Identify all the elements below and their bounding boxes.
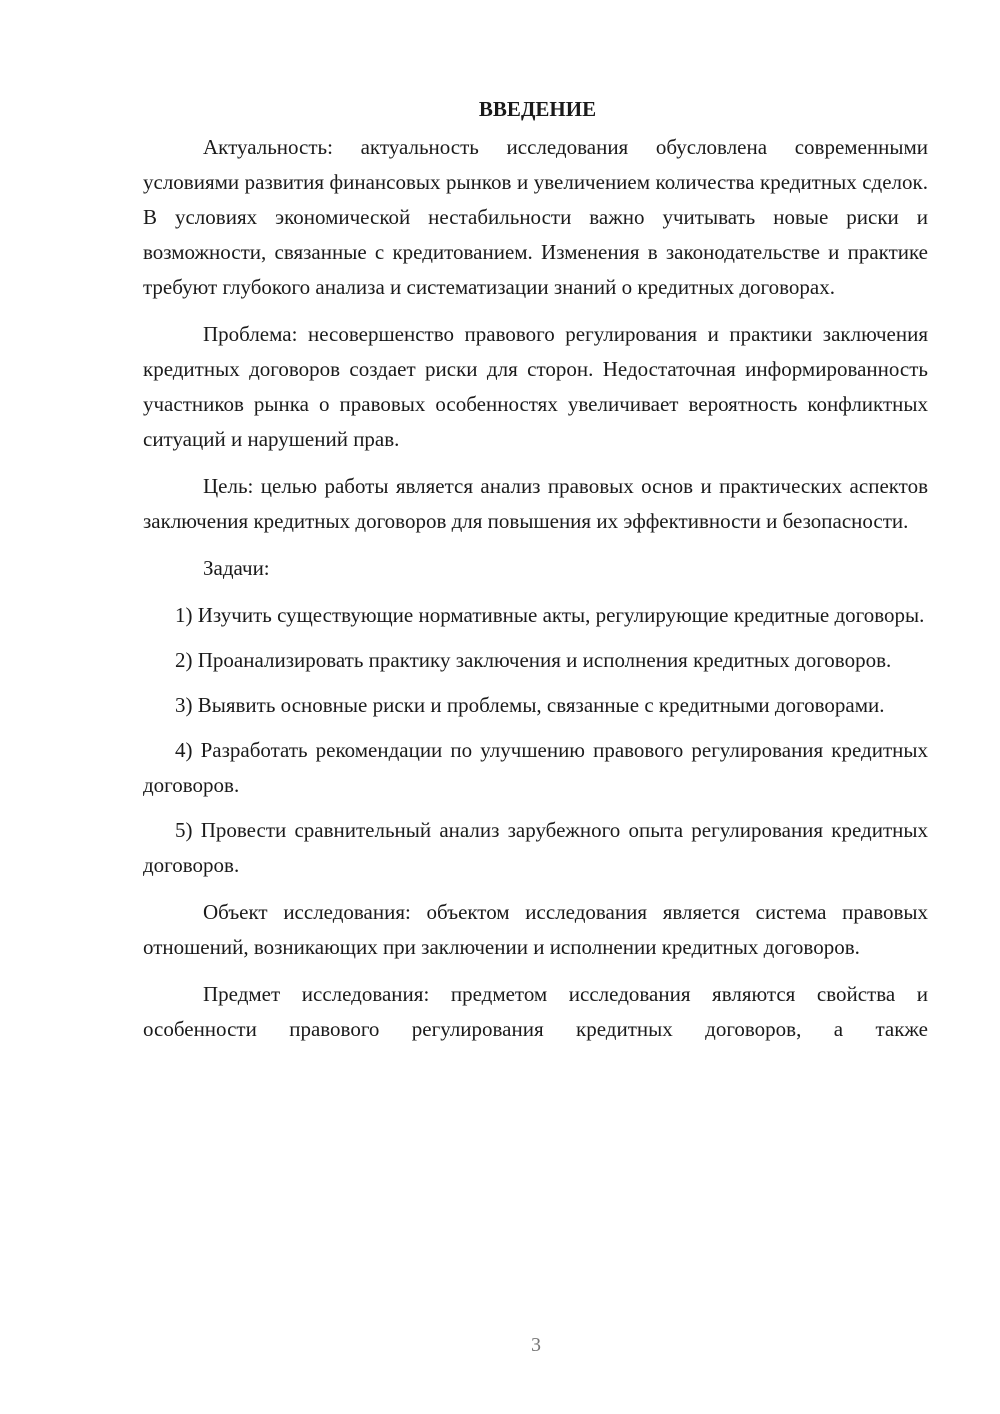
task-item: 2) Проанализировать практику заключения и исполнения кредитных договоров. xyxy=(175,648,892,672)
task-item: 4) Разработать рекомендации по улучшению правового регулирования кредитных договоров. xyxy=(143,738,928,797)
task-item: 3) Выявить основные риски и проблемы, связанные с кредитными договорами. xyxy=(175,693,885,717)
paragraph-object: Объект исследования: объектом исследования является система правовых отношений, возникающих при заключении и исполнении кредитных договоров. xyxy=(143,900,928,959)
paragraph-relevance: Актуальность: актуальность исследования обусловлена современными условиями развития финансовых рынков и увеличением количества кредитных сделок. В условиях экономической нестабильности важно учитывать новые риски и возможности, связанные с кредитованием. Изменения в законодательстве и практике требуют глубокого анализа и систематизации знаний о кредитных договорах. xyxy=(143,135,928,299)
document-page xyxy=(143,92,928,1047)
task-item: 5) Провести сравнительный анализ зарубежного опыта регулирования кредитных договоров. xyxy=(143,818,928,877)
tasks-heading: Задачи: xyxy=(203,556,270,580)
paragraph-goal: Цель: целью работы является анализ правовых основ и практических аспектов заключения кредитных договоров для повышения их эффективности и безопасности. xyxy=(143,474,928,533)
section-title: ВВЕДЕНИЕ xyxy=(478,97,597,121)
paragraph-subject: Предмет исследования: предметом исследования являются свойства и особенности правового регулирования кредитных договоров, а также xyxy=(143,982,928,1041)
task-item: 1) Изучить существующие нормативные акты, регулирующие кредитные договоры. xyxy=(175,603,925,627)
paragraph-problem: Проблема: несовершенство правового регулирования и практики заключения кредитных договоров создает риски для сторон. Недостаточная информированность участников рынка о правовых особенностях увеличивает вероятность конфликтных ситуаций и нарушений прав. xyxy=(143,322,928,451)
page-number: 3 xyxy=(531,1334,541,1356)
